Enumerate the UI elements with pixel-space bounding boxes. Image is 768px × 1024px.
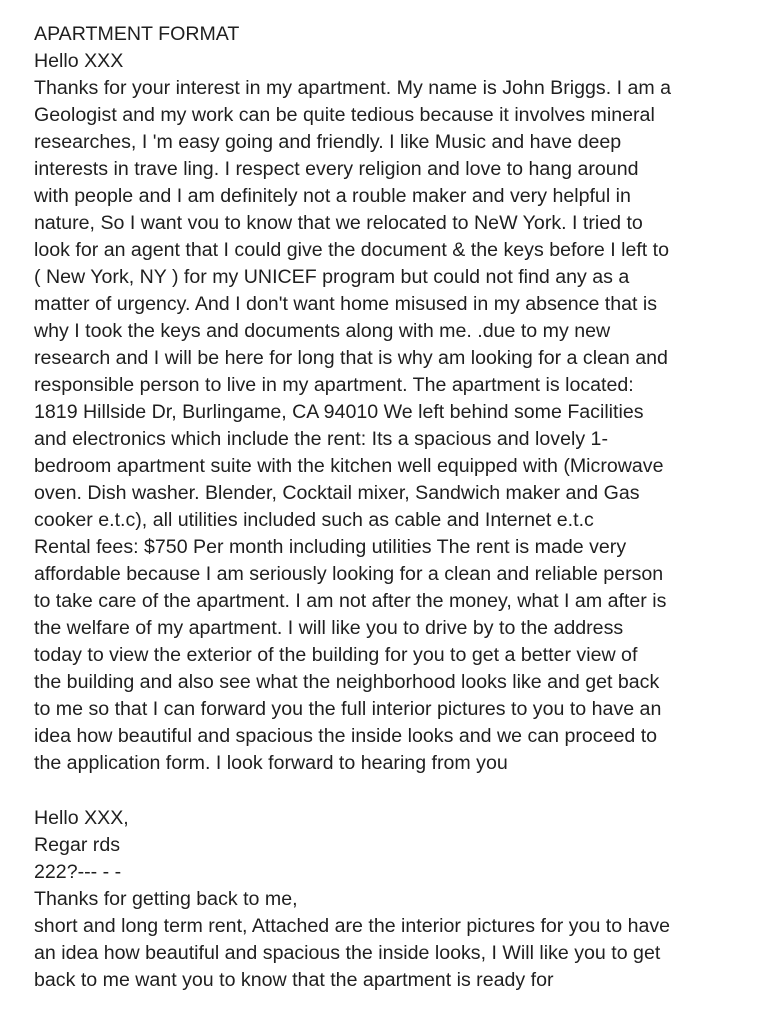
body-line: idea how beautiful and spacious the inside looks and we can proceed to <box>34 725 658 747</box>
reply-line: an idea how beautiful and spacious the inside looks, I Will like you to get <box>34 942 661 964</box>
body-line: responsible person to live in my apartment. The apartment is located: <box>34 374 634 396</box>
greeting-line: Hello XXX <box>34 50 124 72</box>
letter-body <box>34 75 764 777</box>
body-line: nature, So I want vou to know that we relocated to NeW York. I tried to <box>34 212 643 234</box>
reply-line: Thanks for getting back to me, <box>34 888 298 910</box>
body-line: matter of urgency. And I don't want home misused in my absence that is <box>34 293 658 315</box>
body-line: Thanks for your interest in my apartment. My name is John Briggs. I am a <box>34 77 672 99</box>
reply-signature: 222?--- - - <box>34 861 122 883</box>
reply-greeting: Hello XXX, <box>34 807 129 829</box>
body-line: cooker e.t.c), all utilities included such as cable and Internet e.t.c <box>34 509 594 531</box>
document-title: APARTMENT FORMAT <box>34 23 240 45</box>
address-line: 1819 Hillside Dr, Burlingame, CA 94010 We left behind some Facilities <box>34 401 644 423</box>
body-line: researches, I 'm easy going and friendly. I like Music and have deep <box>34 131 622 153</box>
body-line: with people and I am definitely not a rouble maker and very helpful in <box>34 185 631 207</box>
body-line: ( New York, NY ) for my UNICEF program but could not find any as a <box>34 266 630 288</box>
body-line: why I took the keys and documents along with me. .due to my new <box>34 320 611 342</box>
body-line: today to view the exterior of the building for you to get a better view of <box>34 644 638 666</box>
reply-line: back to me want you to know that the apartment is ready for <box>34 969 554 991</box>
body-line: bedroom apartment suite with the kitchen well equipped with (Microwave <box>34 455 664 477</box>
body-line: to me so that I can forward you the full interior pictures to you to have an <box>34 698 662 720</box>
reply-line: short and long term rent, Attached are the interior pictures for you to have <box>34 915 671 937</box>
body-line: research and I will be here for long that is why am looking for a clean and <box>34 347 668 369</box>
body-line: to take care of the apartment. I am not after the money, what I am after is <box>34 590 667 612</box>
reply-section <box>34 805 764 994</box>
body-line: the application form. I look forward to hearing from you <box>34 752 508 774</box>
body-line: Geologist and my work can be quite tedious because it involves mineral <box>34 104 655 126</box>
body-line: the building and also see what the neighborhood looks like and get back <box>34 671 660 693</box>
paragraph-gap <box>34 777 764 805</box>
body-line: and electronics which include the rent: Its a spacious and lovely 1- <box>34 428 608 450</box>
rental-fee-line: Rental fees: $750 Per month including utilities The rent is made very <box>34 536 627 558</box>
body-line: oven. Dish washer. Blender, Cocktail mixer, Sandwich maker and Gas <box>34 482 640 504</box>
reply-closing: Regar rds <box>34 834 121 856</box>
body-line: affordable because I am seriously looking for a clean and reliable person <box>34 563 664 585</box>
body-line: look for an agent that I could give the document & the keys before I left to <box>34 239 670 261</box>
document-page <box>34 21 764 994</box>
body-line: interests in trave ling. I respect every religion and love to hang around <box>34 158 639 180</box>
body-line: the welfare of my apartment. I will like you to drive by to the address <box>34 617 624 639</box>
